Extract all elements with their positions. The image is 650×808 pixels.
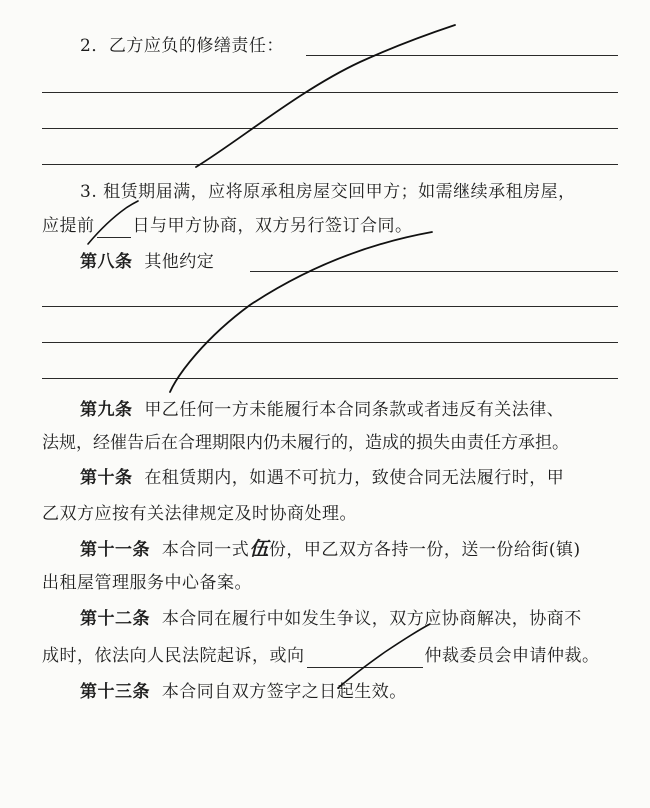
article-13-text: 本合同自双方签字之日起生效。	[161, 682, 407, 702]
article-10-text-1: 在租赁期内，如遇不可抗力，致使合同无法履行时，甲	[144, 468, 565, 488]
article-12-heading: 第十二条	[80, 609, 150, 629]
other-terms-blank-line-4	[42, 378, 618, 379]
clause-lease-expiry-line-1	[80, 180, 576, 204]
article-12-line-2	[42, 644, 600, 668]
article-8-text: 其他约定	[144, 252, 215, 272]
article-9-text-2: 法规，经催告后在合理期限内仍未履行的，造成的损失由责任方承担。	[42, 433, 569, 453]
other-terms-blank-line-2	[42, 306, 618, 307]
repair-blank-line-4	[42, 164, 618, 165]
repair-blank-line-2	[42, 92, 618, 93]
other-terms-blank-line-3	[42, 342, 618, 343]
lease-expiry-text-2a: 应提前	[42, 216, 95, 236]
article-11-line-1	[80, 537, 581, 562]
article-10-heading: 第十条	[80, 468, 133, 488]
clause-repair-responsibility	[80, 34, 284, 58]
repair-blank-line-1	[306, 55, 618, 56]
article-8-heading: 第八条	[80, 252, 133, 272]
lease-expiry-text-2b: 日与甲方协商，双方另行签订合同。	[132, 216, 413, 236]
article-12-text-1: 本合同在履行中如发生争议，双方应协商解决，协商不	[161, 609, 582, 629]
article-9-line-1	[80, 398, 564, 422]
article-12-text-2b: 仲裁委员会申请仲裁。	[424, 646, 600, 666]
article-10-line-2	[42, 502, 357, 526]
article-11-heading: 第十一条	[80, 540, 150, 560]
article-11-text-1a: 本合同一式	[161, 540, 250, 560]
article-10-line-1	[80, 466, 564, 490]
repair-blank-line-3	[42, 128, 618, 129]
article-8-line	[80, 250, 214, 274]
article-10-text-2: 乙双方应按有关法律规定及时协商处理。	[42, 504, 357, 524]
article-11-text-2: 出租屋管理服务中心备案。	[42, 573, 252, 593]
clause-repair-label: 2．乙方应负的修缮责任：	[80, 36, 284, 56]
article-9-line-2	[42, 431, 569, 455]
copies-count-handwritten: 伍	[249, 538, 269, 560]
article-9-heading: 第九条	[80, 400, 133, 420]
clause-lease-expiry-line-2	[42, 214, 413, 238]
lease-expiry-text-1: 3. 租赁期届满，应将原承租房屋交回甲方；如需继续承租房屋，	[80, 182, 576, 202]
notice-days-blank	[97, 219, 131, 238]
article-11-text-1b: 份，甲乙双方各持一份，送一份给街(镇)	[268, 540, 581, 560]
article-13-line	[80, 680, 407, 704]
article-13-heading: 第十三条	[80, 682, 150, 702]
other-terms-blank-line-1	[250, 271, 618, 272]
article-11-line-2	[42, 571, 252, 595]
arbitration-committee-blank	[307, 649, 423, 668]
article-12-text-2a: 成时，依法向人民法院起诉，或向	[42, 646, 305, 666]
article-9-text-1: 甲乙任何一方未能履行本合同条款或者违反有关法律、	[144, 400, 565, 420]
article-12-line-1	[80, 607, 582, 631]
